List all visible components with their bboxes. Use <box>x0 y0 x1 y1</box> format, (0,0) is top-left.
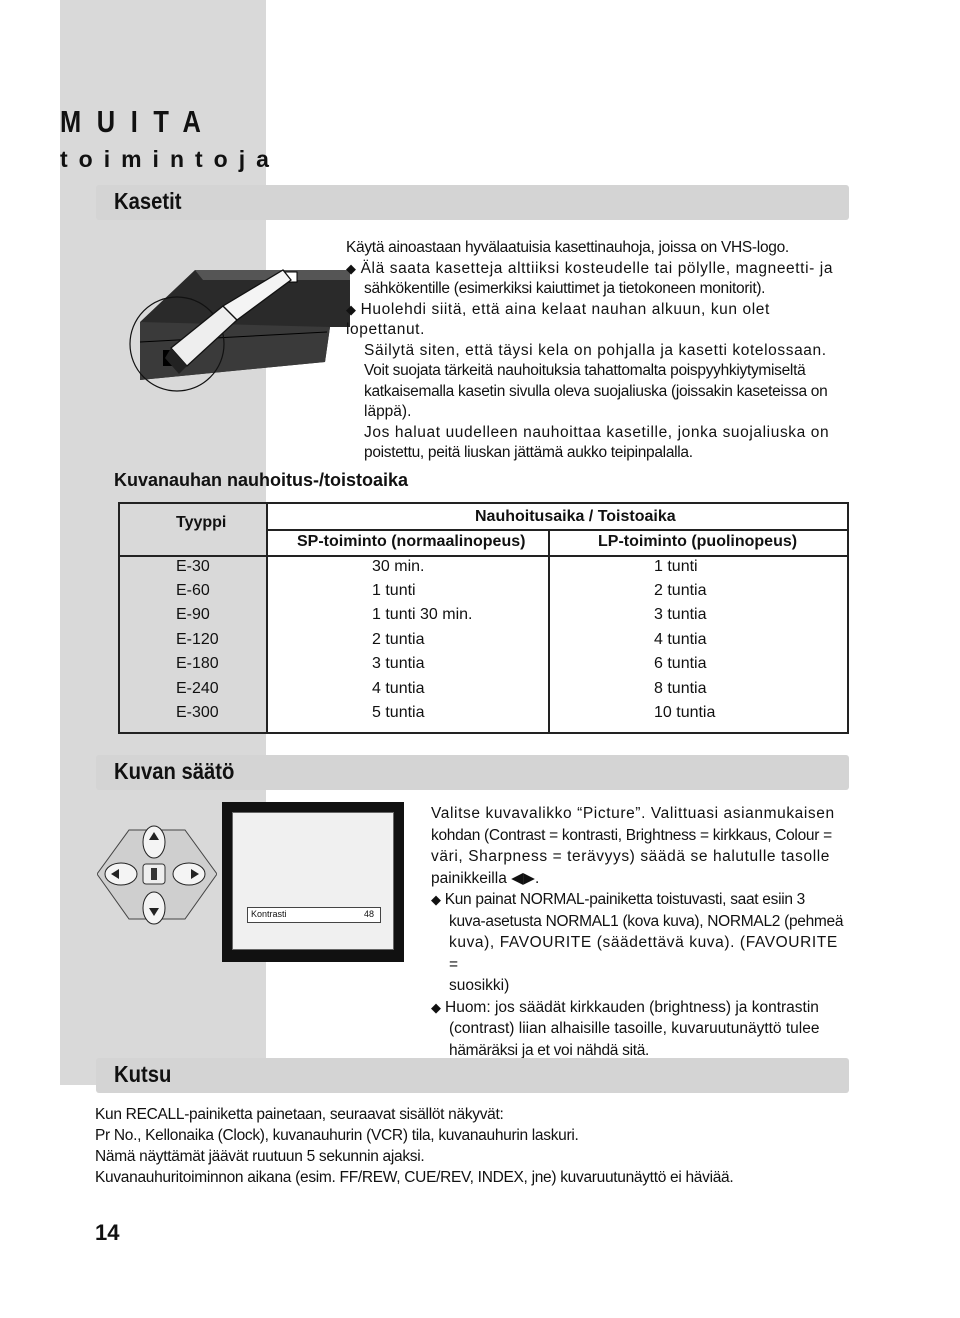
up-arrow-icon <box>143 826 165 858</box>
table-header-time: Nauhoitusaika / Toistoaika <box>475 508 676 525</box>
table-cell-sp: 30 min. <box>372 558 425 575</box>
kuvan-line-2: kohdan (Contrast = kontrasti, Brightness = kirkkaus, Colour = <box>431 826 832 844</box>
cassette-illustration <box>125 262 350 397</box>
kasetit-line-9: Jos haluat uudelleen nauhoittaa kasetille, jonka suojaliuska on <box>364 423 830 441</box>
kuvan-line-9: Huom: jos säädät kirkkauden (brightness) ja kontrastin <box>445 998 819 1016</box>
kuvan-line-5: Kun painat NORMAL-painiketta toistuvasti, saat esiin 3 <box>444 891 805 908</box>
table-cell-type: E-30 <box>176 558 210 575</box>
section-header-kuvan-saato <box>96 755 849 790</box>
kasetit-bullet-2 <box>346 300 851 341</box>
page-number: 14 <box>95 1220 120 1245</box>
remote-dpad-illustration <box>97 822 217 927</box>
table-divider <box>266 502 268 734</box>
table-divider <box>118 555 849 557</box>
kuvan-line-11: hämäräksi ja et voi nähdä sitä. <box>449 1041 650 1059</box>
table-cell-lp: 6 tuntia <box>654 655 707 672</box>
kasetit-line-1: Käytä ainoastaan hyvälaatuisia kasettinauhoja, joissa on VHS-logo. <box>346 239 789 256</box>
kasetit-line-10: poistettu, peitä liuskan jättämä aukko teipinpalalla. <box>364 444 693 461</box>
table-cell-lp: 2 tuntia <box>654 582 707 599</box>
table-cell-type: E-180 <box>176 655 219 672</box>
kuvan-line-3: väri, Sharpness = terävyys) säädä se halutulle tasolle <box>431 848 830 865</box>
table-cell-sp: 5 tuntia <box>372 704 425 721</box>
kutsu-line-4: Kuvanauhuritoiminnon aikana (esim. FF/REW, CUE/REV, INDEX, jne) kuvaruutunäyttö ei häviää. <box>95 1169 734 1186</box>
kuvan-line-8: suosikki) <box>449 977 510 994</box>
kasetit-line-6: Voit suojata tärkeitä nauhoituksia tahattomalta poispyyhkiytymiseltä <box>364 362 806 379</box>
kasetit-text <box>346 238 851 464</box>
kasetit-bullet-1 <box>346 259 851 280</box>
kuvan-line-7: kuva), FAVOURITE (säädettävä kuva). (FAVOURITE = <box>449 934 838 973</box>
kutsu-line-2: Pr No., Kellonaika (Clock), kuvanauhurin (VCR) tila, kuvanauhurin laskuri. <box>95 1127 579 1144</box>
kuvan-bullet-2 <box>431 997 851 1019</box>
tv-screen <box>232 812 394 950</box>
kuvan-line-6: kuva-asetusta NORMAL1 (kova kuva), NORMAL2 (pehmeä <box>449 912 844 930</box>
kasetit-line-3: sähkökentille (esimerkiksi kaiuttimet ja tietokoneen monitorit). <box>364 280 766 297</box>
section-title-kutsu: Kutsu <box>114 1061 172 1087</box>
table-header-type: Tyyppi <box>176 514 227 531</box>
table-cell-lp: 4 tuntia <box>654 631 707 648</box>
kasetit-line-2: Älä saata kasetteja alttiiksi kosteudelle tai pölylle, magneetti- ja <box>360 259 834 277</box>
table-cell-lp: 8 tuntia <box>654 680 707 697</box>
kasetit-line-5: Säilytä siten, että täysi kela on pohjalla ja kasetti kotelossaan. <box>364 341 827 359</box>
table-cell-type: E-240 <box>176 680 219 697</box>
table-cell-sp: 2 tuntia <box>372 631 425 648</box>
table-cell-lp: 10 tuntia <box>654 704 716 721</box>
table-divider <box>266 529 849 531</box>
table-header-sp: SP-toiminto (normaalinopeus) <box>297 533 526 550</box>
section-title-kasetit: Kasetit <box>114 188 182 214</box>
table-cell-type: E-300 <box>176 704 219 721</box>
kutsu-text <box>95 1104 855 1188</box>
kuvan-line-4: painikkeilla ◀▶. <box>431 869 540 887</box>
right-arrow-icon <box>173 863 205 885</box>
kuvan-bullet-1 <box>431 889 851 911</box>
section-header-kasetit <box>96 185 849 220</box>
kasetit-line-7: katkaisemalla kasetin sivulla oleva suojaliuska (joissakin kaseteissa on <box>364 382 828 400</box>
kasetit-line-4: Huolehdi siitä, että aina kelaat nauhan alkuun, kun olet lopettanut. <box>346 300 770 338</box>
kuvan-saato-text <box>431 803 851 1061</box>
tv-illustration <box>222 802 404 962</box>
table-cell-sp: 3 tuntia <box>372 655 425 672</box>
table-cell-sp: 1 tunti <box>372 582 416 599</box>
page-title: MUITA <box>60 104 217 139</box>
kasetit-line-8: läppä). <box>364 403 412 420</box>
osd-label: Kontrasti <box>251 909 287 919</box>
kutsu-line-3: Nämä näyttämät jäävät ruutuun 5 sekunnin ajaksi. <box>95 1148 425 1165</box>
section-title-kuvan-saato: Kuvan säätö <box>114 758 235 784</box>
table-cell-lp: 3 tuntia <box>654 606 707 623</box>
left-arrow-icon <box>105 863 137 885</box>
table-cell-type: E-120 <box>176 631 219 648</box>
kuvan-line-10: (contrast) liian alhaisille tasoille, kuvaruutunäyttö tulee <box>449 1020 820 1037</box>
osd-contrast-bar <box>247 907 381 923</box>
table-title: Kuvanauhan nauhoitus-/toistoaika <box>114 470 409 490</box>
table-cell-sp: 4 tuntia <box>372 680 425 697</box>
section-header-kutsu <box>96 1058 849 1093</box>
table-cell-type: E-60 <box>176 582 210 599</box>
page-subtitle: toimintoja <box>60 146 280 172</box>
table-cell-lp: 1 tunti <box>654 558 698 575</box>
table-header-lp: LP-toiminto (puolinopeus) <box>598 533 798 550</box>
kuvan-line-1: Valitse kuvavalikko “Picture”. Valittuasi asianmukaisen <box>431 805 835 822</box>
kutsu-line-1: Kun RECALL-painiketta painetaan, seuraavat sisällöt näkyvät: <box>95 1106 504 1123</box>
table-cell-type: E-90 <box>176 606 210 623</box>
table-cell-sp: 1 tunti 30 min. <box>372 606 473 623</box>
osd-value: 48 <box>363 909 374 919</box>
table-divider <box>548 529 550 734</box>
